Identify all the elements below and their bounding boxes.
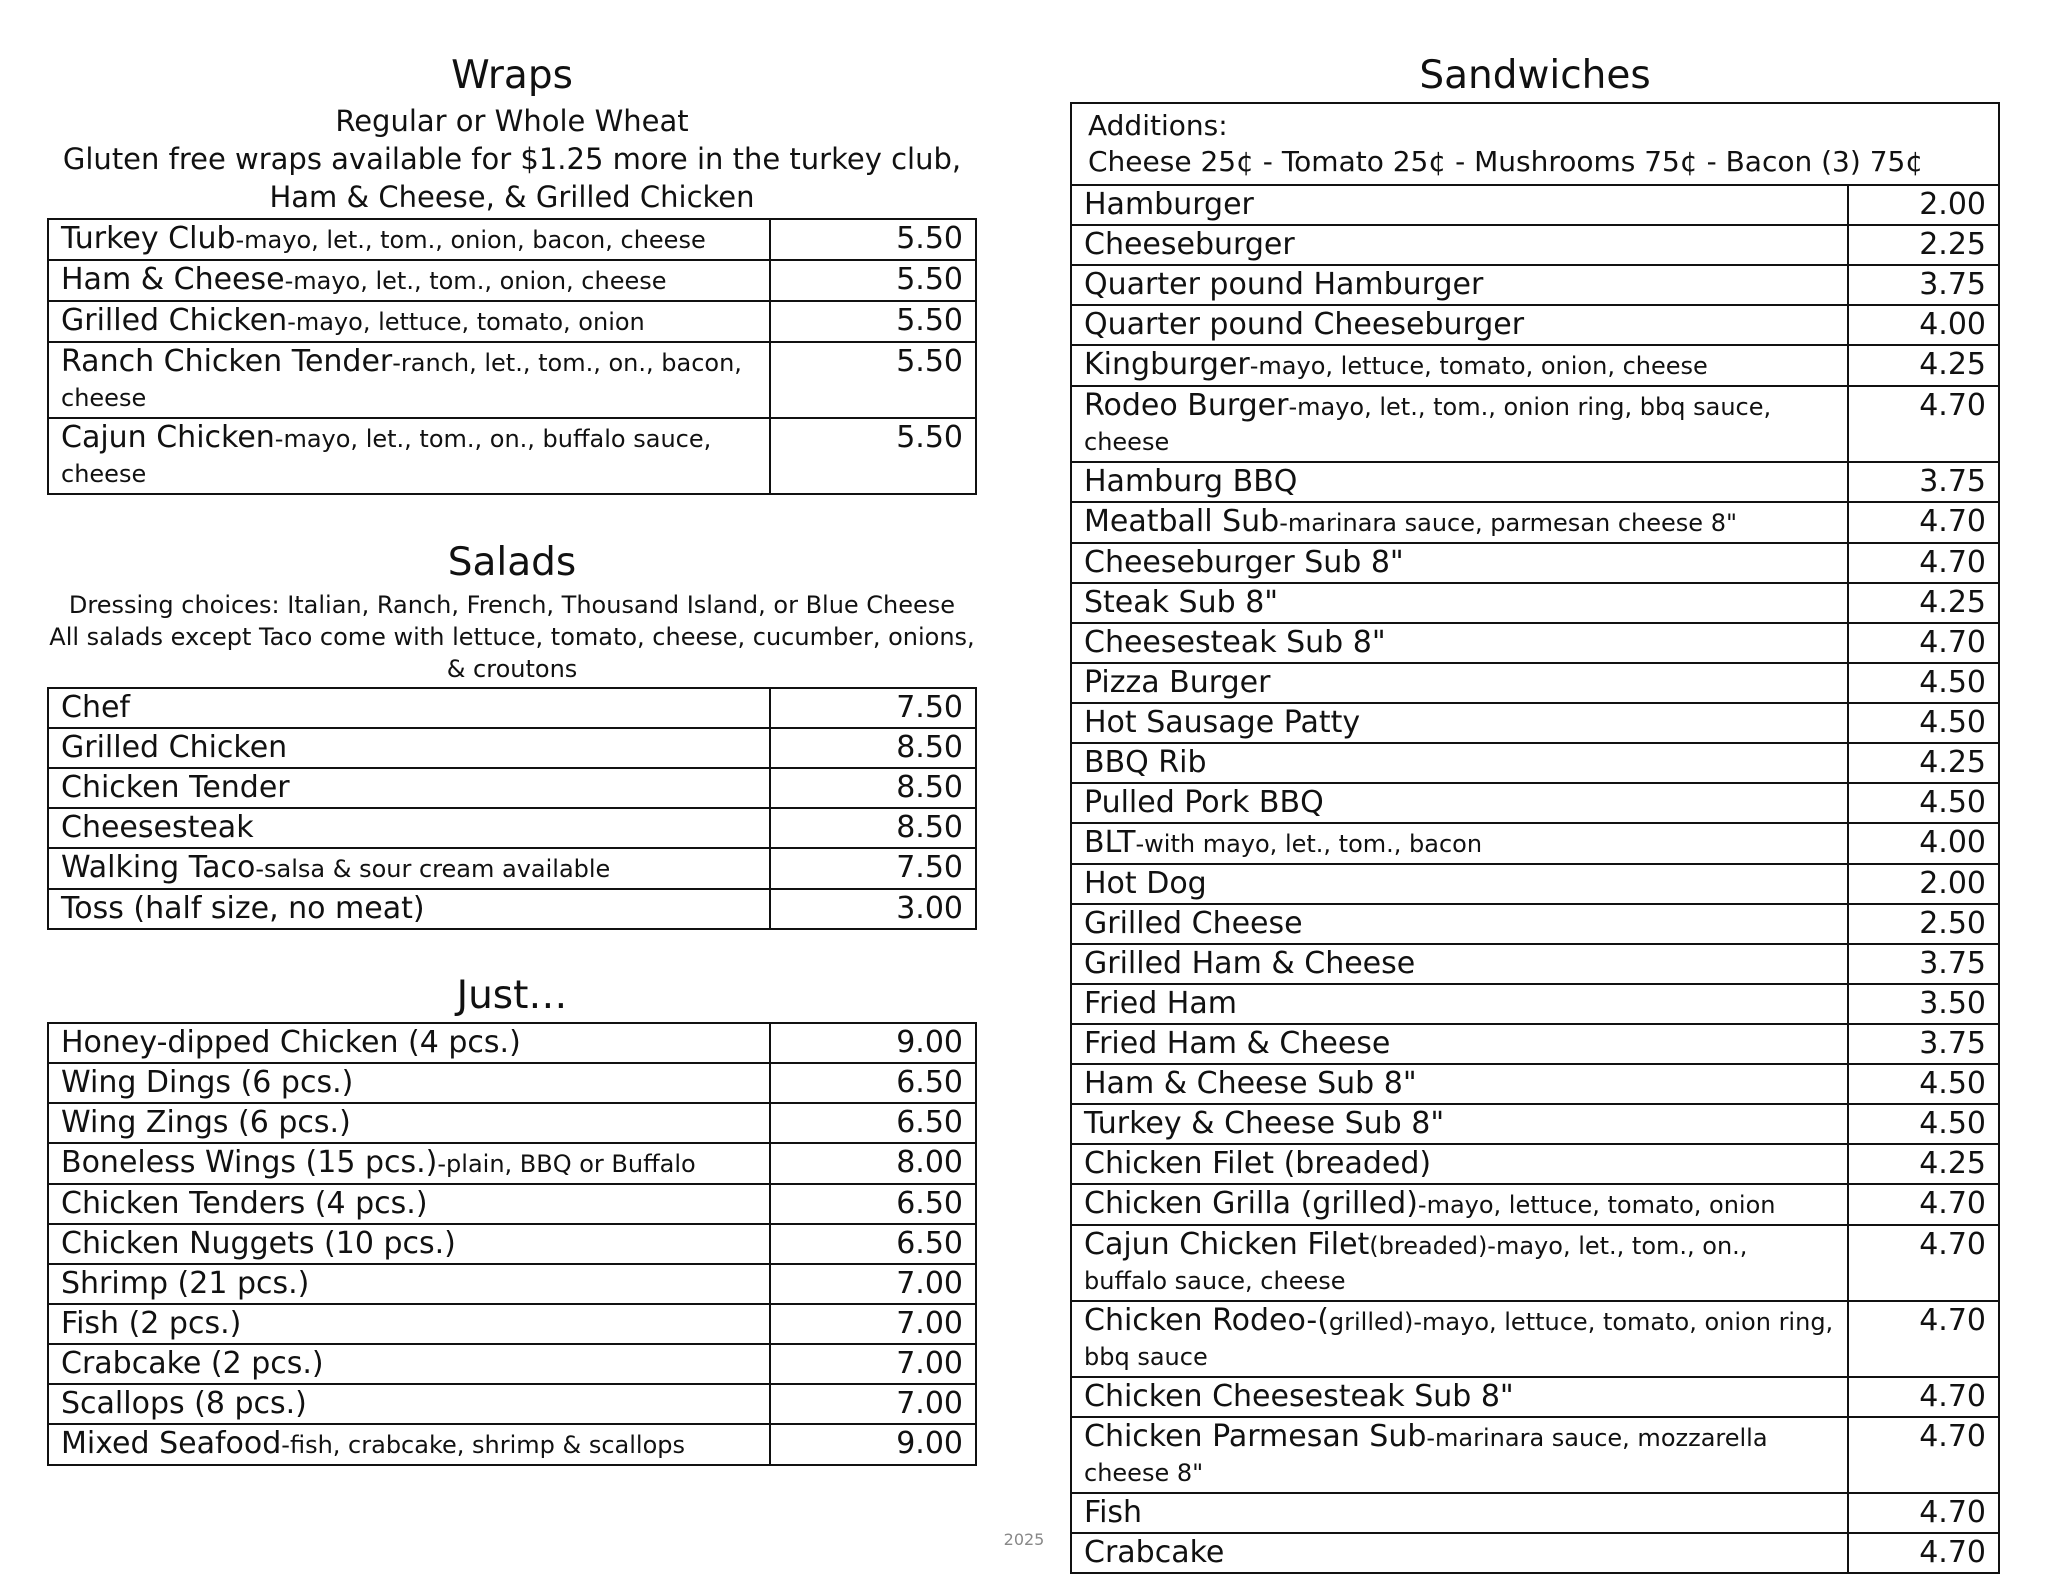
item-price: 7.00 [770, 1264, 976, 1304]
item-description: -ranch, let., tom., on., bacon, cheese [61, 349, 742, 412]
menu-row [48, 1103, 976, 1143]
right-column [1070, 50, 2000, 1574]
item-cell [1071, 823, 1848, 864]
item-cell [1071, 1184, 1848, 1225]
item-price: 4.70 [1848, 1493, 1999, 1533]
item-price: 4.50 [1848, 663, 1999, 703]
menu-row [1071, 305, 1999, 345]
item-price: 7.50 [770, 688, 976, 728]
item-price: 4.25 [1848, 345, 1999, 386]
item-cell [1071, 743, 1848, 783]
item-description: grilled)-mayo, lettuce, tomato, onion ring, bbq sauce [1084, 1308, 1834, 1371]
item-price: 7.00 [770, 1344, 976, 1384]
item-price: 4.70 [1848, 1301, 1999, 1377]
item-price: 6.50 [770, 1063, 976, 1103]
item-cell [1071, 783, 1848, 823]
item-cell [48, 1424, 770, 1465]
item-price: 4.00 [1848, 305, 1999, 345]
menu-row [1071, 1301, 1999, 1377]
item-description: (breaded)-mayo, let., tom., on., buffalo sauce, cheese [1084, 1232, 1748, 1295]
menu-row [1071, 1184, 1999, 1225]
item-price: 5.50 [770, 301, 976, 342]
item-description: -mayo, lettuce, tomato, onion [287, 308, 645, 336]
item-description: -marinara sauce, mozzarella cheese 8" [1084, 1424, 1768, 1487]
menu-row [1071, 743, 1999, 783]
item-price: 5.50 [770, 260, 976, 301]
wraps-note-line1: Gluten free wraps available for $1.25 more in the turkey club, [62, 142, 962, 176]
item-cell [1071, 944, 1848, 984]
item-name: Ranch Chicken Tender [61, 344, 393, 379]
menu-row [1071, 185, 1999, 225]
item-name: Pulled Pork BBQ [1084, 785, 1324, 820]
item-description: -with mayo, let., tom., bacon [1135, 830, 1483, 858]
item-name: Hamburger [1084, 187, 1254, 222]
item-price: 3.75 [1848, 265, 1999, 305]
item-price: 3.00 [770, 889, 976, 929]
item-price: 7.50 [770, 848, 976, 889]
menu-row [1071, 984, 1999, 1024]
menu-row [1071, 265, 1999, 305]
menu-row [1071, 1417, 1999, 1493]
item-cell [1071, 1417, 1848, 1493]
menu-row [48, 1063, 976, 1103]
item-name: Turkey & Cheese Sub 8" [1084, 1106, 1445, 1141]
menu-row [1071, 703, 1999, 743]
item-name: Cheeseburger [1084, 227, 1295, 262]
item-cell [48, 1063, 770, 1103]
item-price: 4.00 [1848, 823, 1999, 864]
item-name: Wing Dings (6 pcs.) [61, 1065, 354, 1100]
item-cell [48, 1384, 770, 1424]
menu-row [1071, 864, 1999, 904]
item-cell [1071, 1493, 1848, 1533]
item-name: Cajun Chicken Filet [1084, 1227, 1370, 1262]
menu-row [48, 848, 976, 889]
salads-table [47, 687, 977, 930]
item-price: 4.70 [1848, 386, 1999, 462]
item-price: 6.50 [770, 1103, 976, 1143]
item-cell [48, 260, 770, 301]
item-price: 7.00 [770, 1384, 976, 1424]
menu-row [1071, 823, 1999, 864]
item-cell [1071, 1144, 1848, 1184]
menu-row [1071, 1024, 1999, 1064]
sandwiches-title: Sandwiches [1419, 53, 1651, 98]
item-cell [1071, 904, 1848, 944]
item-cell [48, 848, 770, 889]
item-name: Fish (2 pcs.) [61, 1306, 242, 1341]
item-name: Hamburg BBQ [1084, 464, 1298, 499]
item-name: Pizza Burger [1084, 665, 1271, 700]
item-cell [1071, 225, 1848, 265]
item-name: Cheesesteak Sub 8" [1084, 625, 1386, 660]
item-cell [48, 342, 770, 418]
item-price: 4.70 [1848, 623, 1999, 663]
item-name: Fried Ham & Cheese [1084, 1026, 1391, 1061]
menu-row [48, 342, 976, 418]
item-cell [48, 1264, 770, 1304]
item-name: BLT [1084, 825, 1136, 860]
item-price: 4.70 [1848, 1225, 1999, 1301]
item-cell [48, 768, 770, 808]
item-price: 9.00 [770, 1424, 976, 1465]
item-price: 4.70 [1848, 1417, 1999, 1493]
menu-row [48, 808, 976, 848]
item-price: 4.25 [1848, 1144, 1999, 1184]
salads-note-line2: All salads except Taco come with lettuce, tomato, cheese, cucumber, onions, & croutons [49, 623, 975, 683]
item-name: Grilled Chicken [61, 303, 288, 338]
item-name: Chicken Rodeo-( [1084, 1303, 1329, 1338]
menu-row [1071, 623, 1999, 663]
menu-row [48, 1184, 976, 1224]
item-price: 3.75 [1848, 944, 1999, 984]
item-name: Crabcake [1084, 1535, 1225, 1570]
item-name: Mixed Seafood [61, 1426, 282, 1461]
item-name: Wing Zings (6 pcs.) [61, 1105, 351, 1140]
item-price: 4.70 [1848, 1184, 1999, 1225]
item-name: Shrimp (21 pcs.) [61, 1266, 310, 1301]
item-cell [1071, 1104, 1848, 1144]
menu-row [1071, 502, 1999, 543]
item-name: Grilled Cheese [1084, 906, 1303, 941]
menu-row [48, 260, 976, 301]
sandwiches-table [1070, 184, 2000, 1574]
item-cell [1071, 1024, 1848, 1064]
item-cell [1071, 1064, 1848, 1104]
item-cell [48, 1103, 770, 1143]
menu-row [1071, 663, 1999, 703]
item-name: Ham & Cheese Sub 8" [1084, 1066, 1417, 1101]
item-cell [1071, 1377, 1848, 1417]
item-cell [1071, 265, 1848, 305]
wraps-table [47, 218, 977, 495]
menu-row [48, 728, 976, 768]
menu-row [48, 1023, 976, 1063]
item-description: -mayo, let., tom., on., buffalo sauce, cheese [61, 425, 712, 488]
left-column [47, 50, 977, 1466]
item-cell [1071, 386, 1848, 462]
item-description: -marinara sauce, parmesan cheese 8" [1279, 509, 1738, 537]
menu-row [1071, 1377, 1999, 1417]
item-name: Crabcake (2 pcs.) [61, 1346, 324, 1381]
menu-row [48, 1224, 976, 1264]
item-price: 7.00 [770, 1304, 976, 1344]
item-price: 5.50 [770, 342, 976, 418]
item-name: Scallops (8 pcs.) [61, 1386, 307, 1421]
menu-row [1071, 345, 1999, 386]
item-cell [1071, 1225, 1848, 1301]
item-name: Fish [1084, 1495, 1143, 1530]
menu-row [48, 768, 976, 808]
item-price: 4.50 [1848, 1064, 1999, 1104]
item-price: 2.25 [1848, 225, 1999, 265]
menu-row [48, 1143, 976, 1184]
item-name: Grilled Ham & Cheese [1084, 946, 1416, 981]
item-price: 2.00 [1848, 185, 1999, 225]
item-cell [48, 728, 770, 768]
item-name: Fried Ham [1084, 986, 1237, 1021]
item-name: Walking Taco [61, 850, 256, 885]
item-cell [48, 1304, 770, 1344]
item-cell [1071, 502, 1848, 543]
item-cell [48, 1224, 770, 1264]
item-price: 4.70 [1848, 543, 1999, 583]
item-cell [1071, 1301, 1848, 1377]
menu-row [48, 418, 976, 494]
item-cell [1071, 984, 1848, 1024]
item-price: 4.70 [1848, 1533, 1999, 1573]
item-cell [1071, 345, 1848, 386]
item-name: Rodeo Burger [1084, 388, 1289, 423]
menu-row [1071, 1493, 1999, 1533]
additions-box [1070, 102, 2000, 184]
menu-row [1071, 783, 1999, 823]
item-description: -mayo, let., tom., onion ring, bbq sauce, cheese [1084, 393, 1772, 456]
wraps-title: Wraps [451, 53, 573, 98]
item-cell [48, 418, 770, 494]
item-price: 3.75 [1848, 462, 1999, 502]
item-price: 6.50 [770, 1184, 976, 1224]
item-name: Chicken Filet (breaded) [1084, 1146, 1432, 1181]
item-name: Quarter pound Cheeseburger [1084, 307, 1525, 342]
menu-row [48, 1264, 976, 1304]
item-name: Kingburger [1084, 347, 1250, 382]
menu-row [48, 1304, 976, 1344]
item-cell [48, 808, 770, 848]
item-name: Chef [61, 690, 130, 725]
menu-row [48, 1384, 976, 1424]
item-name: Meatball Sub [1084, 504, 1280, 539]
additions-text: Cheese 25¢ - Tomato 25¢ - Mushrooms 75¢ - Bacon (3) 75¢ [1088, 145, 1924, 178]
item-cell [48, 1023, 770, 1063]
item-description: -mayo, lettuce, tomato, onion [1417, 1191, 1776, 1219]
item-name: Grilled Chicken [61, 730, 288, 765]
item-price: 8.50 [770, 808, 976, 848]
item-cell [48, 219, 770, 260]
item-price: 4.70 [1848, 1377, 1999, 1417]
wraps-subtitle: Regular or Whole Wheat [335, 104, 689, 138]
item-name: Cheeseburger Sub 8" [1084, 545, 1404, 580]
additions-label: Additions: [1088, 109, 1228, 142]
menu-row [1071, 1225, 1999, 1301]
item-price: 3.50 [1848, 984, 1999, 1024]
item-name: Toss (half size, no meat) [61, 891, 425, 926]
item-cell [48, 1184, 770, 1224]
item-price: 2.50 [1848, 904, 1999, 944]
item-name: Honey-dipped Chicken (4 pcs.) [61, 1025, 521, 1060]
item-cell [1071, 864, 1848, 904]
item-cell [1071, 185, 1848, 225]
item-price: 8.50 [770, 728, 976, 768]
wraps-note-line2: Ham & Cheese, & Grilled Chicken [269, 180, 755, 214]
item-cell [1071, 305, 1848, 345]
menu-row [48, 1424, 976, 1465]
item-name: Hot Dog [1084, 866, 1207, 901]
item-price: 4.70 [1848, 502, 1999, 543]
item-name: Hot Sausage Patty [1084, 705, 1361, 740]
item-name: Steak Sub 8" [1084, 585, 1279, 620]
item-name: Chicken Parmesan Sub [1084, 1419, 1427, 1454]
item-price: 4.50 [1848, 1104, 1999, 1144]
item-price: 4.25 [1848, 743, 1999, 783]
item-cell [1071, 623, 1848, 663]
item-cell [48, 1344, 770, 1384]
item-price: 2.00 [1848, 864, 1999, 904]
menu-row [1071, 386, 1999, 462]
menu-row [1071, 543, 1999, 583]
menu-row [48, 688, 976, 728]
item-description: -salsa & sour cream available [255, 855, 611, 883]
menu-row [48, 301, 976, 342]
item-description: -fish, crabcake, shrimp & scallops [281, 1431, 686, 1459]
menu-row [1071, 225, 1999, 265]
just-table [47, 1022, 977, 1466]
item-price: 8.50 [770, 768, 976, 808]
footer-year: 2025 [1003, 1530, 1045, 1549]
item-cell [1071, 663, 1848, 703]
item-description: -mayo, let., tom., onion, cheese [284, 267, 667, 295]
menu-row [1071, 944, 1999, 984]
item-price: 5.50 [770, 219, 976, 260]
item-cell [48, 301, 770, 342]
item-cell [1071, 543, 1848, 583]
item-name: BBQ Rib [1084, 745, 1207, 780]
menu-row [48, 889, 976, 929]
item-name: Ham & Cheese [61, 262, 285, 297]
menu-row [1071, 1064, 1999, 1104]
item-cell [48, 1143, 770, 1184]
item-name: Chicken Cheesesteak Sub 8" [1084, 1379, 1514, 1414]
menu-row [1071, 583, 1999, 623]
item-cell [48, 688, 770, 728]
item-name: Cajun Chicken [61, 420, 275, 455]
item-name: Boneless Wings (15 pcs.) [61, 1145, 438, 1180]
menu-row [1071, 1144, 1999, 1184]
salads-title: Salads [447, 540, 577, 585]
item-name: Quarter pound Hamburger [1084, 267, 1484, 302]
menu-row [48, 219, 976, 260]
menu-row [48, 1344, 976, 1384]
item-name: Chicken Grilla (grilled) [1084, 1186, 1418, 1221]
item-name: Cheesesteak [61, 810, 254, 845]
salads-note-line1: Dressing choices: Italian, Ranch, French, Thousand Island, or Blue Cheese [68, 591, 956, 619]
item-description: -mayo, let., tom., onion, bacon, cheese [235, 226, 706, 254]
item-price: 4.50 [1848, 703, 1999, 743]
item-price: 5.50 [770, 418, 976, 494]
item-price: 9.00 [770, 1023, 976, 1063]
item-cell [1071, 462, 1848, 502]
menu-row [1071, 904, 1999, 944]
item-name: Chicken Nuggets (10 pcs.) [61, 1226, 456, 1261]
item-name: Chicken Tenders (4 pcs.) [61, 1186, 428, 1221]
item-name: Chicken Tender [61, 770, 290, 805]
item-price: 4.25 [1848, 583, 1999, 623]
item-description: -mayo, lettuce, tomato, onion, cheese [1249, 352, 1708, 380]
just-title: Just… [456, 973, 568, 1018]
item-cell [1071, 583, 1848, 623]
menu-row [1071, 1104, 1999, 1144]
item-name: Turkey Club [61, 221, 236, 256]
item-price: 3.75 [1848, 1024, 1999, 1064]
item-price: 8.00 [770, 1143, 976, 1184]
item-price: 4.50 [1848, 783, 1999, 823]
item-price: 6.50 [770, 1224, 976, 1264]
item-cell [48, 889, 770, 929]
item-description: -plain, BBQ or Buffalo [437, 1150, 696, 1178]
menu-row [1071, 462, 1999, 502]
item-cell [1071, 703, 1848, 743]
